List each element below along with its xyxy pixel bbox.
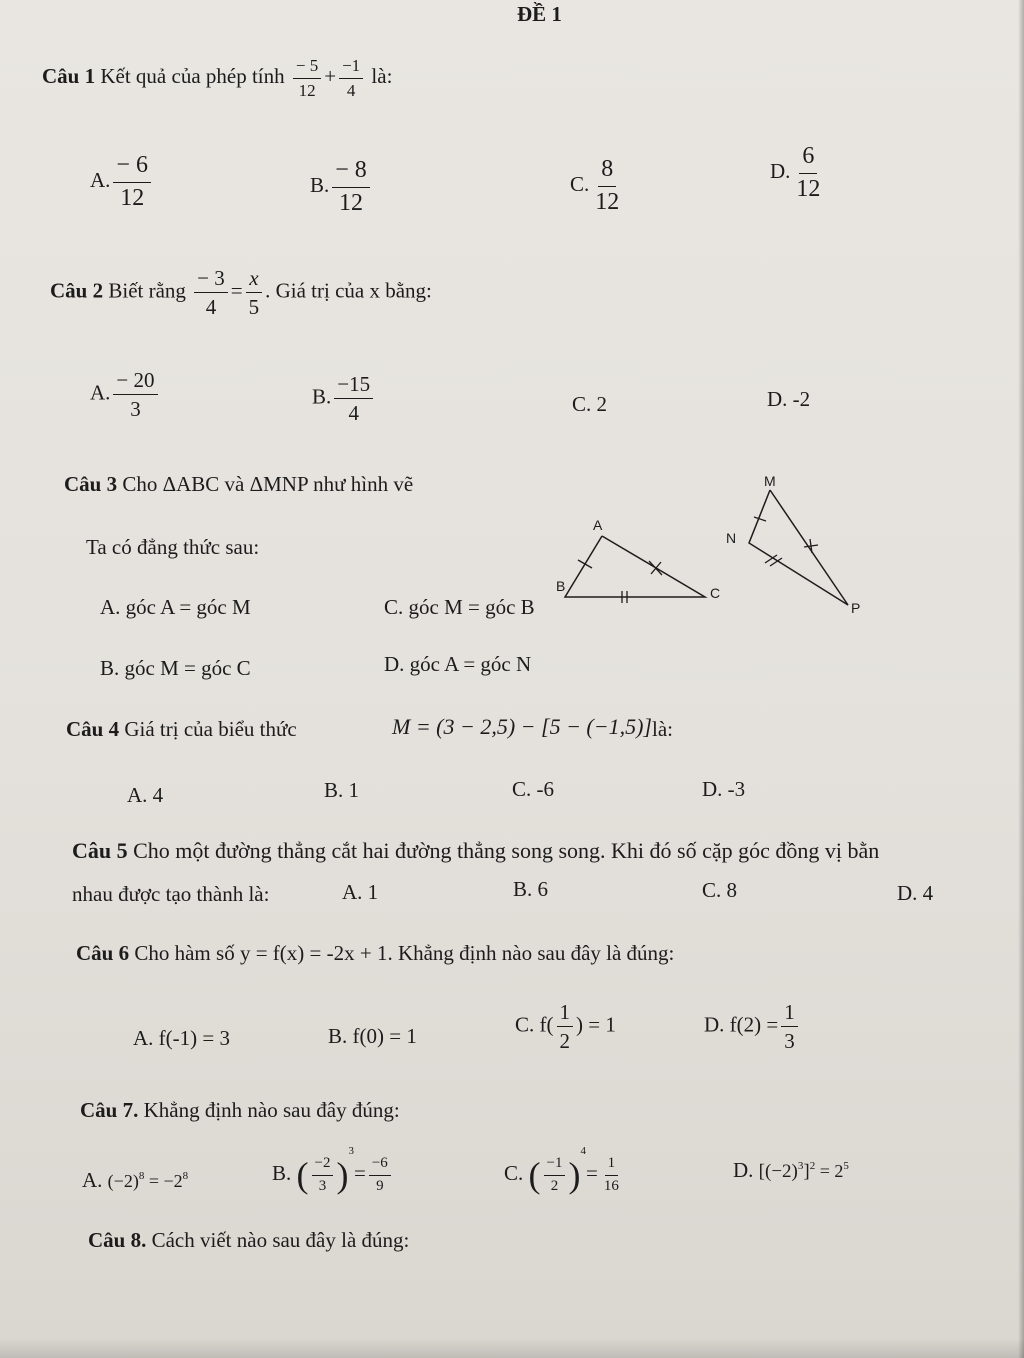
option-b[interactable]: B. $\frac{- 8}{12}$ (310, 157, 373, 217)
option-a[interactable]: A. 4 (127, 783, 164, 807)
fraction: $\frac{- 3}{4}$ (194, 266, 228, 319)
question-label: Câu 3 (64, 472, 118, 496)
option-d[interactable]: D. góc A = góc N (384, 652, 532, 676)
question-label: Câu 8. (88, 1228, 147, 1252)
option-c[interactable]: C. -6 (512, 777, 554, 801)
triangle-figure (540, 465, 880, 625)
question-subtext: Ta có đẳng thức sau: (86, 535, 260, 559)
fraction: $\frac{x}{5}$ (246, 266, 263, 319)
option-a[interactable]: A. $\frac{- 6}{12}$ (90, 152, 154, 212)
option-d[interactable]: D. f(2) = $\frac{1}{3}$ (704, 1000, 801, 1053)
question-5-line2: nhau được tạo thành là: (72, 882, 270, 906)
option-a[interactable]: A. f(-1) = 3 (133, 1026, 230, 1050)
option-d[interactable]: D. -2 (767, 387, 811, 411)
option-a[interactable]: A. góc A = góc M (100, 595, 251, 619)
option-c[interactable]: C. ( $\frac{-1}{2}$ )$^4$= $\frac{1}{16}$ (504, 1145, 619, 1196)
question-3: Câu 3 Cho ΔABC và ΔMNP như hình vẽ (64, 472, 414, 496)
option-b[interactable]: B. f(0) = 1 (328, 1024, 417, 1048)
question-5: Câu 5 Cho một đường thẳng cắt hai đường thẳng song song. Khi đó số cặp góc đồng vị bằn (72, 838, 880, 863)
triangle-abc (556, 517, 720, 603)
page-edge-shadow (1018, 0, 1024, 1358)
option-a[interactable]: A. 1 (342, 880, 379, 904)
question-2: Câu 2 Biết rằng $\frac{- 3}{4}$ = $\frac{x}{5}$ . Giá trị của x bằng: (50, 266, 432, 320)
vertex-m-label: M (764, 473, 776, 489)
vertex-a-label: A (593, 517, 603, 533)
vertex-b-label: B (556, 578, 566, 594)
page-bottom-shadow (0, 1338, 1024, 1358)
option-c[interactable]: C. $\frac{8}{12}$ (570, 156, 620, 215)
expression: M = (3 − 2,5) − [5 − (−1,5)] (392, 714, 652, 739)
question-4: Câu 4 Giá trị của biểu thức (66, 717, 297, 741)
question-label: Câu 4 (66, 717, 120, 741)
option-c[interactable]: C. 2 (572, 392, 608, 416)
triangle-mnp (726, 473, 860, 616)
option-a[interactable]: A. $(-2)^8 = -2^8$ (82, 1168, 189, 1192)
option-b[interactable]: B. ( $\frac{-2}{3}$ )$^3$= $\frac{-6}{9}$ (272, 1145, 394, 1196)
option-d[interactable]: D. -3 (702, 777, 746, 801)
option-b[interactable]: B. góc M = góc C (100, 656, 251, 680)
question-tail: là: (652, 717, 673, 741)
question-label: Câu 6 (76, 941, 130, 965)
option-c[interactable]: C. 8 (702, 878, 738, 902)
question-label: Câu 5 (72, 838, 128, 863)
question-label: Câu 7. (80, 1098, 139, 1122)
question-8: Câu 8. Cách viết nào sau đây là đúng: (88, 1228, 410, 1252)
option-c[interactable]: C. f( $\frac{1}{2}$ ) = 1 (515, 1000, 616, 1054)
option-c[interactable]: C. góc M = góc B (384, 595, 535, 619)
option-d[interactable]: D. $[(-2)^3]^2 = 2^5$ (733, 1158, 849, 1182)
option-b[interactable]: B. $\frac{-15}{4}$ (312, 372, 376, 425)
question-label: Câu 1 (42, 63, 96, 88)
fraction: $\frac{- 5}{12}$ (293, 56, 321, 100)
vertex-p-label: P (851, 600, 861, 616)
option-b[interactable]: B. 1 (324, 778, 360, 802)
question-label: Câu 2 (50, 278, 104, 303)
vertex-c-label: C (710, 585, 721, 601)
option-d[interactable]: D. 4 (897, 881, 934, 905)
question-6: Câu 6 Cho hàm số y = f(x) = -2x + 1. Khẳng định nào sau đây là đúng: (76, 941, 675, 965)
question-text: Kết quả của phép tính (100, 63, 285, 88)
question-7: Câu 7. Khẳng định nào sau đây đúng: (80, 1098, 400, 1122)
option-a[interactable]: A. $\frac{- 20}{3}$ (90, 368, 161, 421)
option-b[interactable]: B. 6 (513, 877, 549, 901)
exam-title: ĐỀ 1 (517, 2, 562, 26)
vertex-n-label: N (726, 530, 737, 546)
fraction: $\frac{-1}{4}$ (339, 56, 363, 100)
question-1: Câu 1 Kết quả của phép tính $\frac{- 5}{12}$ + $\frac{-1}{4}$ là: (42, 56, 393, 100)
option-d[interactable]: D. $\frac{6}{12}$ (770, 143, 821, 202)
